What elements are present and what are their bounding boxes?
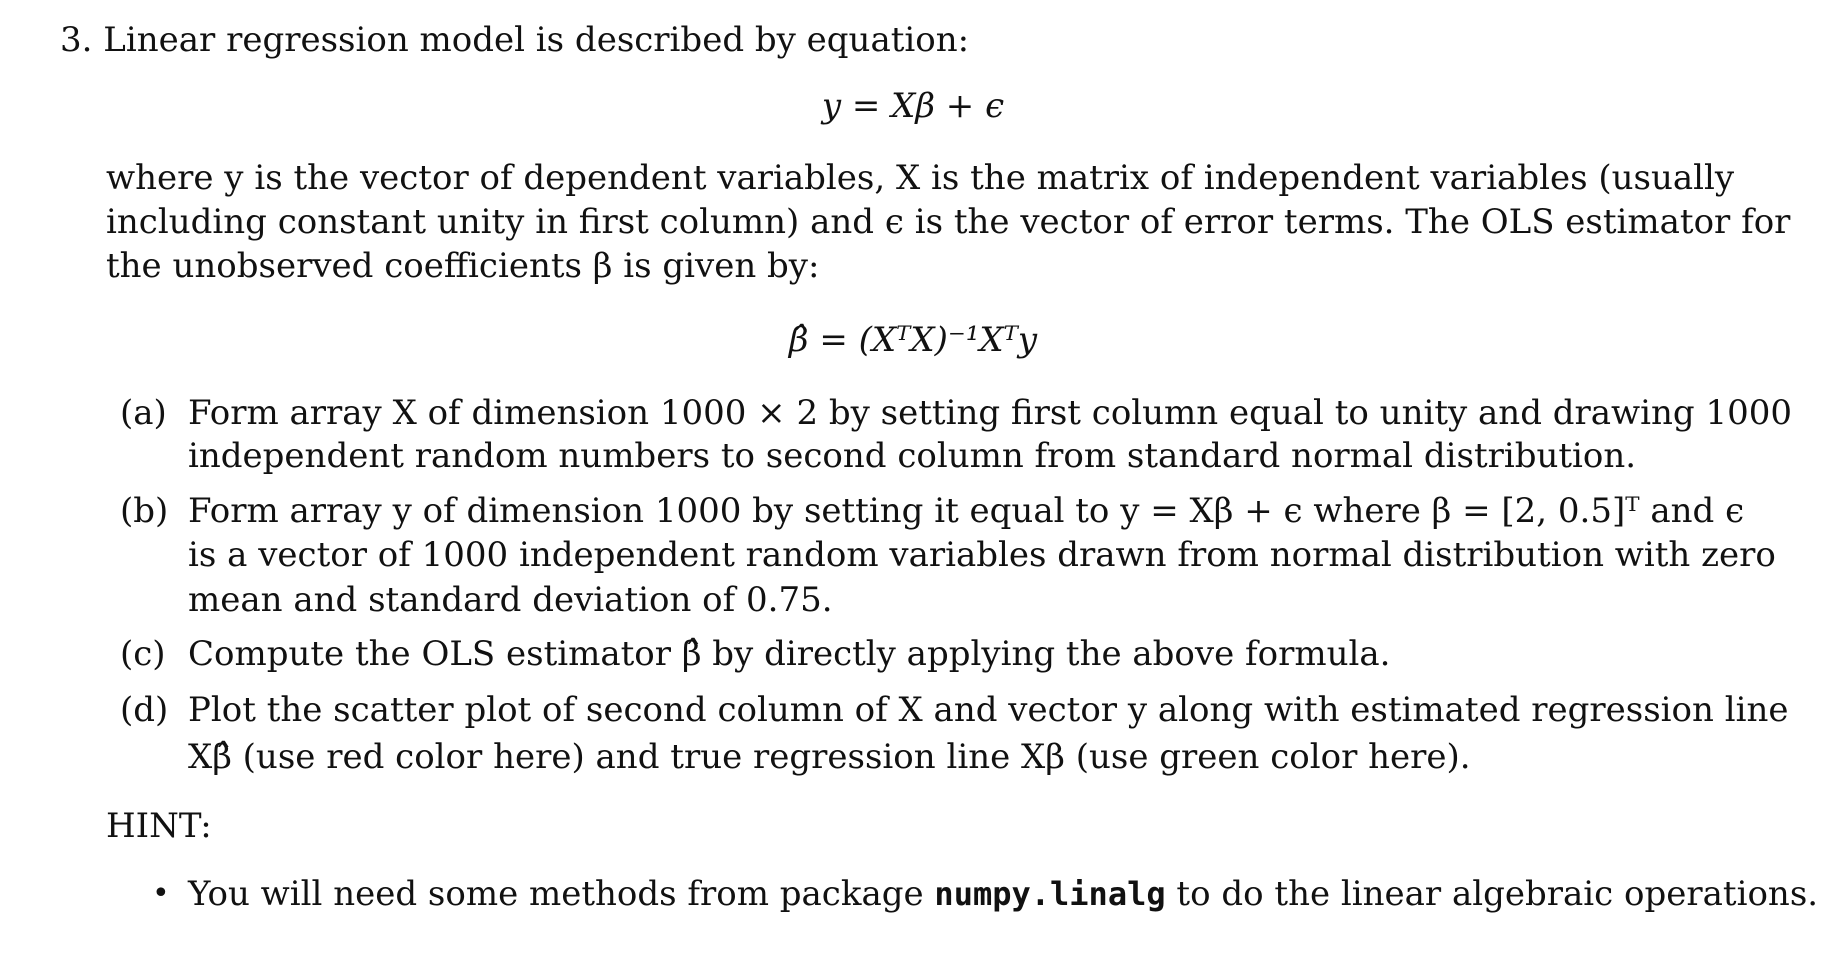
paragraph-line-2: including constant unity in first column) and ϵ is the vector of error terms. The OLS estimator for [106,202,1791,242]
item-d-line-2: Xβ̂ (use red color here) and true regression line Xβ (use green color here). [188,737,1471,777]
hint-code: numpy.linalg [934,875,1166,913]
item-a-line-2: independent random numbers to second column from standard normal distribution. [188,436,1637,476]
hint-bullet-text [188,874,1818,914]
paragraph-line-3: the unobserved coefficients β is given by: [106,246,820,286]
problem-heading [60,20,969,60]
paragraph-line-1: where y is the vector of dependent variables, X is the matrix of independent variables (usually [106,158,1735,198]
item-b-line-3: mean and standard deviation of 0.75. [188,580,833,620]
ols-estimator-equation: β̂ = (XᵀX)⁻¹Xᵀy [788,320,1038,360]
model-equation: y = Xβ + ϵ [821,86,1005,126]
problem-intro: Linear regression model is described by equation: [103,20,970,60]
hint-text-before: You will need some methods from package [188,874,924,914]
item-a-line-1: Form array X of dimension 1000 × 2 by setting first column equal to unity and drawing 1000 [188,393,1793,433]
problem-number: 3. [60,20,93,60]
item-b-line-1: Form array y of dimension 1000 by setting it equal to y = Xβ + ϵ where β = [2, 0.5]ᵀ and ϵ [188,491,1745,531]
item-b-line-2: is a vector of 1000 independent random variables drawn from normal distribution with zero [188,535,1776,575]
item-d-label: (d) [120,690,169,730]
bullet-icon: • [152,876,170,911]
hint-text-after: to do the linear algebraic operations. [1176,874,1819,914]
item-b-label: (b) [120,491,169,531]
item-a-label: (a) [120,393,167,433]
item-c-line-1: Compute the OLS estimator β̂ by directly applying the above formula. [188,634,1391,674]
item-d-line-1: Plot the scatter plot of second column of X and vector y along with estimated regression line [188,690,1789,730]
hint-heading: HINT: [106,806,212,846]
item-c-label: (c) [120,634,166,674]
